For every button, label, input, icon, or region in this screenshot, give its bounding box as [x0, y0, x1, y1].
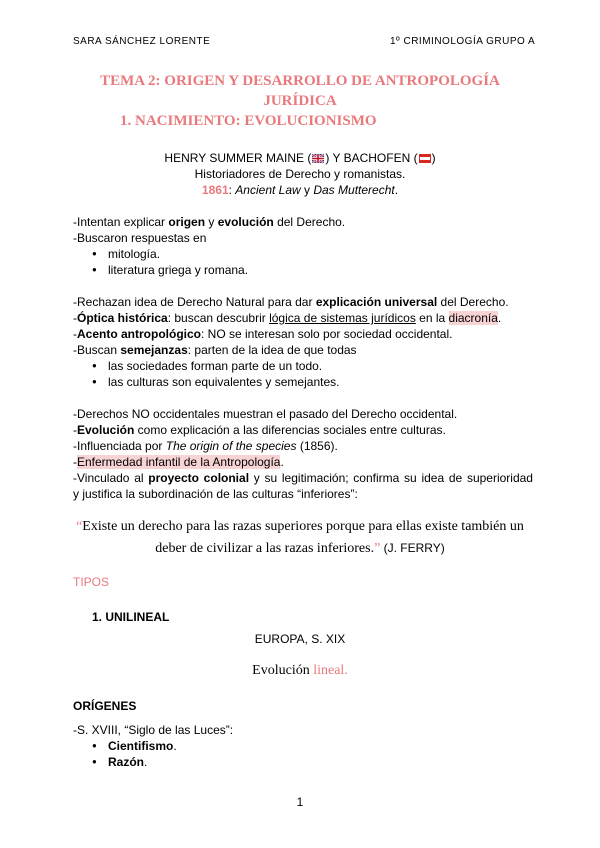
book-ancient-law: Ancient Law — [235, 183, 301, 197]
title-line-1: TEMA 2: ORIGEN Y DESARROLLO DE ANTROPOLOGÍA — [100, 73, 500, 89]
intro-year-line — [0, 182, 600, 198]
intro-dot: . — [394, 183, 399, 197]
page-number: 1 — [296, 795, 304, 809]
line-answers: -Buscaron respuestas en — [73, 231, 207, 245]
header-course: 1º CRIMINOLOGÍA GRUPO A — [390, 36, 536, 47]
line-infant-disease: -Enfermedad infantil de la Antropología. — [73, 455, 284, 469]
line-anthropological: -Acento antropológico: NO se interesan solo por sociedad occidental. — [73, 327, 453, 341]
intro-y: y — [300, 183, 314, 197]
quote-block — [0, 516, 600, 559]
book-das-mutterecht: Das Mutterecht — [313, 183, 395, 197]
header-author: SARA SÁNCHEZ LORENTE — [73, 36, 211, 47]
intro-year: 1861 — [201, 183, 229, 197]
title-line-2: JURÍDICA — [263, 93, 337, 109]
list-item: ● las sociedades forman parte de un todo. — [73, 358, 543, 374]
line-explain: -Intentan explicar origen y evolución del Derecho. — [73, 215, 346, 229]
line-evolution: -Evolución como explicación a las diferencias sociales entre culturas. — [73, 423, 446, 437]
block-origin — [73, 214, 543, 278]
page-title — [0, 71, 600, 111]
list-item: ● literatura griega y romana. — [73, 262, 543, 278]
line-non-western: -Derechos NO occidentales muestran el pasado del Derecho occidental. — [73, 407, 458, 421]
swiss-flag-icon — [419, 154, 431, 163]
block-rejection — [73, 294, 543, 390]
list-item: ● mitología. — [73, 246, 543, 262]
origenes-heading: ORÍGENES — [73, 699, 137, 713]
intro-authors-text-2: ) Y BACHOFEN ( — [325, 151, 418, 165]
intro-historians: Historiadores de Derecho y romanistas. — [194, 167, 406, 181]
intro-authors — [0, 150, 600, 166]
list-item: ● Razón. — [73, 754, 543, 770]
intro-block — [0, 150, 600, 198]
line-origin-species: -Influenciada por The origin of the species (1856). — [73, 439, 338, 453]
quote-line-2: deber de civilizar a las razas inferiores.” (J. FERRY) — [155, 541, 445, 556]
line-colonial: -Vinculado al proyecto colonial y su legitimación; confirma su idea de superioridad — [73, 471, 533, 485]
tipos-heading: TIPOS — [73, 575, 110, 589]
quote-line-1: “Existe un derecho para las razas superiores porque para ellas existe también un — [76, 519, 524, 534]
lineal-evolution: Evolución lineal. — [252, 663, 348, 678]
intro-authors-text-3: ) — [431, 151, 436, 165]
intro-sep: : — [228, 183, 236, 197]
line-subordination: y justifica la subordinación de las culturas “inferiores”: — [73, 487, 358, 501]
uk-flag-icon — [312, 154, 324, 163]
similarities-list — [73, 358, 543, 390]
europe-line: EUROPA, S. XIX — [254, 632, 346, 646]
list-item: ● Cientifismo. — [73, 738, 543, 754]
block-evolution — [73, 406, 533, 502]
line-historical-optic: -Óptica histórica: buscan descubrir lógica de sistemas jurídicos en la diacronía. — [73, 311, 502, 325]
list-item: ● las culturas son equivalentes y semejantes. — [73, 374, 543, 390]
line-natural-law: -Rechazan idea de Derecho Natural para dar explicación universal del Derecho. — [73, 295, 509, 309]
answers-list — [73, 246, 543, 278]
origenes-block — [73, 722, 543, 770]
line-enlightenment: -S. XVIII, “Siglo de las Luces”: — [73, 723, 234, 737]
origenes-list — [73, 738, 543, 770]
unilineal-heading: 1. UNILINEAL — [92, 610, 170, 624]
intro-authors-text: HENRY SUMMER MAINE ( — [164, 151, 312, 165]
section-heading: 1. NACIMIENTO: EVOLUCIONISMO — [120, 113, 377, 129]
line-similarities: -Buscan semejanzas: parten de la idea de que todas — [73, 343, 357, 357]
